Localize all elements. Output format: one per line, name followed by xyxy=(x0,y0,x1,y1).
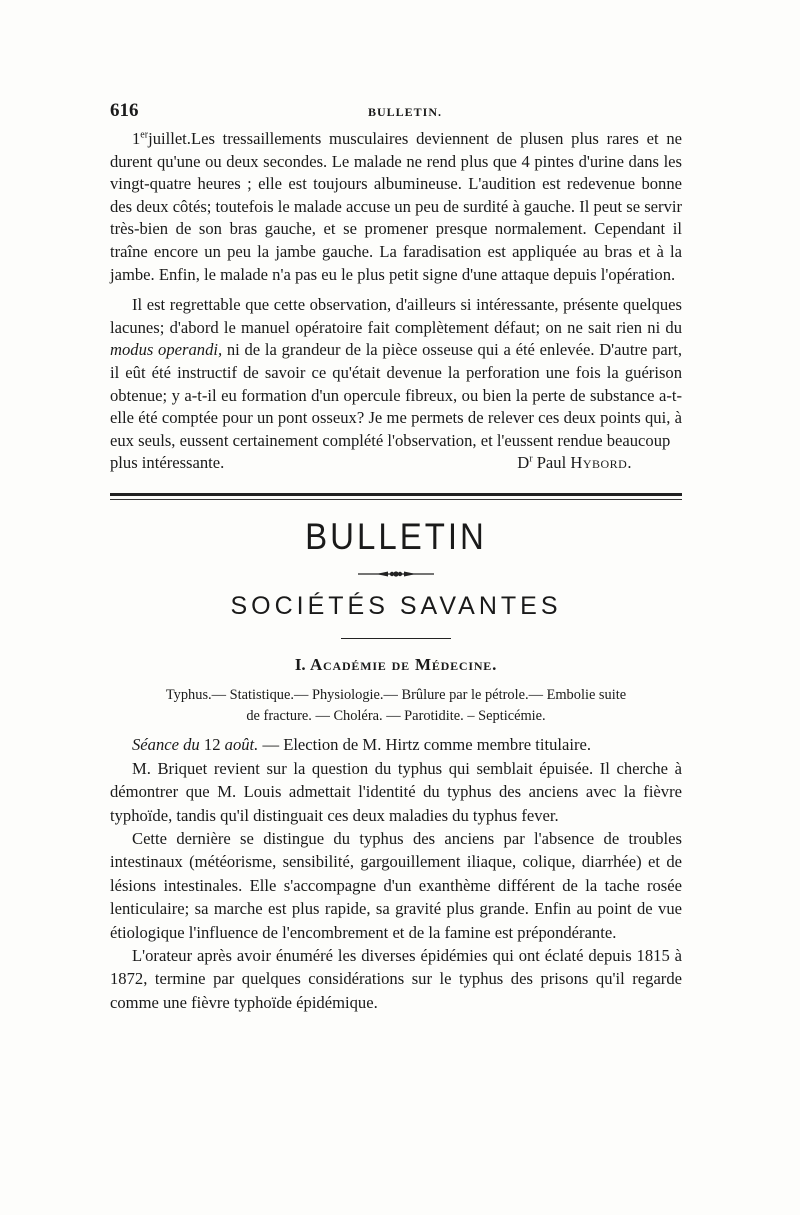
section-title: Académie de Médecine. xyxy=(309,655,498,675)
paragraph-commentary xyxy=(110,294,682,452)
paragraph1-text: juillet.Les tressaillements musculaires deviennent de plusen plus rares et ne durent qu'une ou deux secondes. Le malade ne rend plus que 4 pintes d'urine dans les vingt-quatre heures ; elle est toujours albumineuse. L'audition est redevenue bonne des deux côtés; toutefois le malade accuse un peu de surdité à gauche. Il peut se servir très-bien de son bras gauche, et se promener presque normalement. Cependant il traîne encore un peu la jambe gauche. La faradisation est appliquée au bras et à la jambe. Enfin, le malade n'a pas eu le plus petit signe d'une attaque depuis l'opération. xyxy=(110,129,682,284)
paragraph-derniere: Cette dernière se distingue du typhus des anciens par l'absence de troubles intestinaux (météorisme, sensibilité, gargouillement iliaque, colique, diarrhée) et de lésions intestinales. Elle s'accompagne d'un exanthème différent de la tache rosée lenticulaire; sa marche est plus rapide, sa gravité plus grande. Enfin au point de vue étiologique l'influence de l'encombrement et de la famine est prépondérante. xyxy=(110,829,682,942)
date-day: 1 xyxy=(132,129,141,148)
seance-line xyxy=(110,733,682,756)
topics-line-2: de fracture. — Choléra. — Parotidite. – Septicémie. xyxy=(246,708,546,725)
signature-sup: r xyxy=(529,453,533,465)
date-sup: er xyxy=(140,129,149,141)
bulletin-title: BULLETIN xyxy=(305,515,487,557)
paragraph2-text-a: Il est regrettable que cette observation, d'ailleurs si intéressante, présente quelques lacunes; d'abord le manuel opératoire fait complètement défaut; on ne sait rien ni du xyxy=(110,295,682,337)
paragraph2-text-b: ni de la grandeur de la pièce osseuse qui a été enlevée. D'autre part, il eût été instructif de savoir ce qu'était devenue la perforation une fois la guérison obtenue; y a-t-il eu formation d'un opercule fibreux, ou bien la perte de substance a-t-elle été comptée pour un pont osseux? Je me permets de relever ces deux points qui, à eux seuls, eussent certainement complété l'observation, et l'eussent rendue beaucoup xyxy=(110,340,683,450)
signature-last-name: Hybord. xyxy=(570,453,632,473)
signature-title: D xyxy=(517,453,530,473)
ornament-icon xyxy=(356,570,436,578)
ornament-divider xyxy=(110,570,682,578)
paragraph2-italic: modus operandi, xyxy=(110,340,223,360)
seance-text: — Election de M. Hirtz comme membre titulaire. xyxy=(258,735,591,755)
paragraph-briquet: M. Briquet revient sur la question du typhus qui semblait épuisée. Il cherche à démontrer que M. Louis admettait l'identité du typhus des anciens avec la fièvre typhoïde, tandis qu'il distinguait ces deux maladies du typhus fever. xyxy=(110,758,682,825)
page-header xyxy=(110,100,682,128)
seance-italic-2: août. xyxy=(224,735,259,755)
rule-thick xyxy=(110,493,682,496)
short-rule xyxy=(341,638,451,640)
double-rule xyxy=(110,493,682,500)
report-body xyxy=(110,733,682,1014)
section-heading xyxy=(110,655,682,677)
running-head: BULLETIN. xyxy=(367,105,442,119)
topics-summary xyxy=(110,685,682,727)
signature-first-name: Paul xyxy=(536,453,567,473)
page xyxy=(110,100,682,1014)
section-number: I. xyxy=(294,655,306,675)
paragraph-observation-end xyxy=(110,128,682,286)
paragraph-orateur: L'orateur après avoir énuméré les diverses épidémies qui ont éclaté depuis 1815 à 1872, termine par quelques considérations sur le typhus des prisons qu'il regarde comme une fièvre typhoïde épidémique. xyxy=(110,946,682,1012)
seance-italic: Séance du xyxy=(132,735,200,755)
societes-title: SOCIÉTÉS SAVANTES xyxy=(230,591,562,620)
page-number: 616 xyxy=(110,100,139,121)
seance-date: 12 xyxy=(203,735,221,755)
signature xyxy=(517,452,632,475)
rule-thin xyxy=(110,499,682,500)
signature-row xyxy=(110,452,682,475)
topics-line-1: Typhus.— Statistique.— Physiologie.— Brûlure par le pétrole.— Embolie suite xyxy=(165,687,627,704)
paragraph2-last-line: plus intéressante. xyxy=(110,453,225,473)
